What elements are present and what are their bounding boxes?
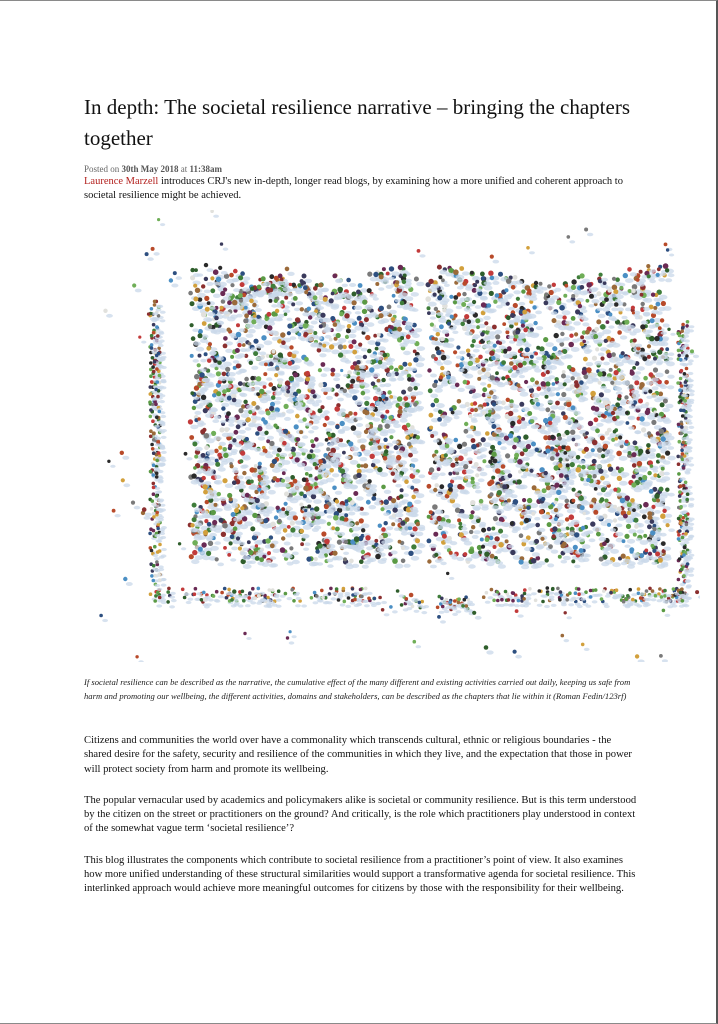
posted-prefix: Posted on	[84, 164, 120, 174]
body-paragraph-1: Citizens and communities the world over have a commonality which transcends cultural, ethnic or religious boundaries - the shared desire for the safety, security and resilience of the communities in which they live, and the expectation that those in power will protect society from harm and promote its wellbeing.	[84, 735, 632, 775]
article-intro	[84, 175, 644, 203]
image-caption: If societal resilience can be described as the narrative, the cumulative effect of the many different and existing activities carried out daily, keeping us safe from harm and promoting our wellbeing, the different activities, domains and stakeholders, can be described as the chapters that lie within it (Roman Fedin/123rf)	[84, 677, 631, 701]
post-meta	[84, 163, 644, 175]
article-body	[84, 734, 640, 914]
body-paragraph-2: The popular vernacular used by academics and policymakers alike is societal or community resilience. But is this term understood by the citizen on the street or practitioners on the ground? And critically, is the role which practitioners play understood in context of the somewhat vague term ‘societal resilience’?	[84, 794, 637, 835]
intro-text: introduces CRJ's new in-depth, longer read blogs, by examining how a more unified and coherent approach to societal resilience might be achieved.	[84, 176, 623, 201]
crowd-book-illustration	[90, 210, 700, 662]
posted-date: 30th May 2018	[121, 164, 179, 174]
author-link[interactable]: Laurence Marzell	[84, 176, 159, 187]
hero-image	[90, 210, 700, 662]
body-paragraph-3: This blog illustrates the components which contribute to societal resilience from a practitioner’s point of view. It also examines how more unified understanding of these structural similarities would support a transformative agenda for societal resilience. This interlinked approach would achieve more meaningful outcomes for citizens by those with the responsibility for their wellbeing.	[84, 854, 636, 895]
article-header	[84, 92, 644, 203]
article-title: In depth: The societal resilience narrative – bringing the chapters together	[84, 95, 630, 150]
posted-time: 11:38am	[189, 164, 223, 174]
posted-at: at	[180, 164, 188, 174]
